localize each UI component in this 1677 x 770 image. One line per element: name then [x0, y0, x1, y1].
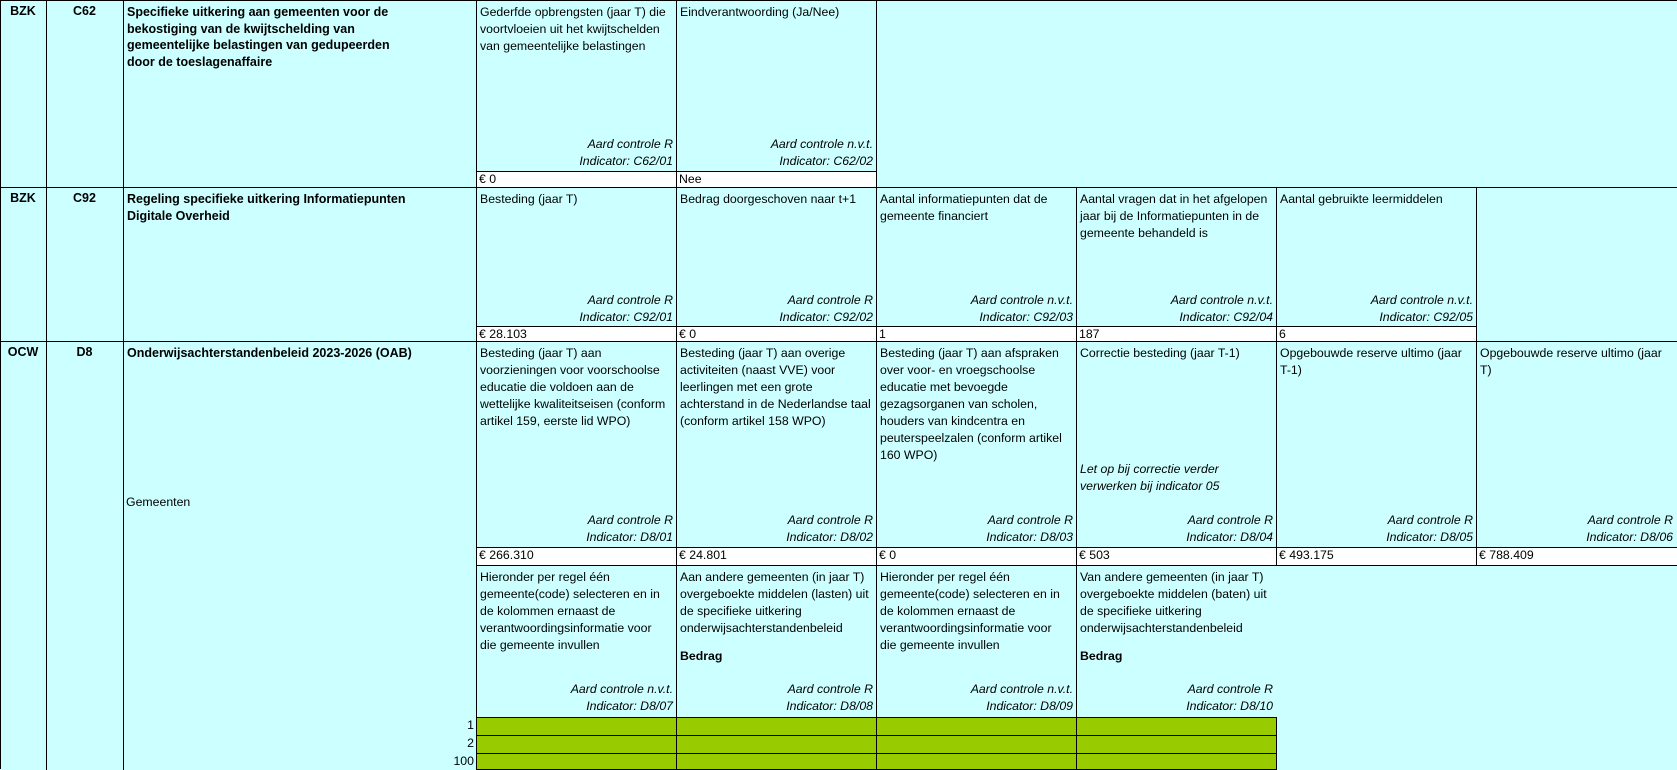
- indicator-c92-04-aard: Aard controle n.v.t.: [1170, 293, 1273, 307]
- ministry-cell: BZK: [10, 191, 36, 205]
- indicator-d8-06-value[interactable]: € 788.409: [1477, 547, 1677, 566]
- input-cell[interactable]: [876, 753, 1077, 770]
- indicator-d8-06-aard: Aard controle R: [1587, 513, 1673, 527]
- indicator-d8-07-desc: Hieronder per regel één gemeente(code) selecteren en in de kolommen ernaast de verantwoordingsinformatie voor die gemeente invullen: [480, 570, 660, 652]
- input-cell[interactable]: [876, 717, 1077, 736]
- input-cell[interactable]: [1076, 717, 1277, 736]
- indicator-c92-05-value[interactable]: 6: [1277, 326, 1476, 342]
- indicator-d8-10-amount-label: Bedrag: [1080, 649, 1123, 663]
- indicator-c92-04-desc: Aantal vragen dat in het afgelopen jaar bij de Informatiepunten in de gemeente behandeld is: [1080, 192, 1268, 240]
- indicator-d8-03-code: Indicator: D8/03: [986, 530, 1073, 544]
- indicator-c62-02-aard: Aard controle n.v.t.: [770, 137, 873, 151]
- indicator-d8-01-desc: Besteding (jaar T) aan voorzieningen voor voorschoolse educatie die voldoen aan de wettelijke kwaliteitseisen (conform artikel 159, eerste lid WPO): [480, 346, 666, 428]
- indicator-c92-04-value[interactable]: 187: [1077, 326, 1276, 342]
- code-cell: C92: [73, 191, 96, 205]
- input-row-number: 100: [453, 754, 474, 768]
- input-row-number: 1: [467, 718, 474, 732]
- indicator-d8-04-value[interactable]: € 503: [1077, 547, 1276, 566]
- input-cell[interactable]: [1076, 753, 1277, 770]
- indicator-d8-08-desc: Aan andere gemeenten (in jaar T) overgeboekte middelen (lasten) uit de specifieke uitkering onderwijsachterstandenbeleid: [680, 570, 869, 635]
- indicator-c92-03-desc: Aantal informatiepunten dat de gemeente financiert: [880, 192, 1048, 223]
- regulation-title: Onderwijsachterstandenbeleid 2023-2026 (OAB): [127, 346, 412, 360]
- indicator-c92-05-aard: Aard controle n.v.t.: [1370, 293, 1473, 307]
- regulation-subtitle: Gemeenten: [126, 495, 191, 509]
- indicator-c92-01-desc: Besteding (jaar T): [480, 192, 578, 206]
- indicator-d8-02-code: Indicator: D8/02: [786, 530, 873, 544]
- indicator-d8-01-code: Indicator: D8/01: [586, 530, 673, 544]
- indicator-c62-01-aard: Aard controle R: [587, 137, 673, 151]
- indicator-d8-05-aard: Aard controle R: [1387, 513, 1473, 527]
- input-cell[interactable]: [476, 717, 677, 736]
- indicator-c62-01-value[interactable]: € 0: [477, 171, 676, 187]
- indicator-c62-02-code: Indicator: C62/02: [779, 154, 873, 168]
- indicator-d8-06-code: Indicator: D8/06: [1586, 530, 1673, 544]
- indicator-d8-05-code: Indicator: D8/05: [1386, 530, 1473, 544]
- regulation-row-d8: [0, 341, 1677, 770]
- indicator-d8-04-desc: Correctie besteding (jaar T-1): [1080, 346, 1240, 360]
- indicator-d8-01-aard: Aard controle R: [587, 513, 673, 527]
- indicator-d8-09-aard: Aard controle n.v.t.: [970, 682, 1073, 696]
- ministry-cell: OCW: [7, 345, 39, 359]
- indicator-c92-05-desc: Aantal gebruikte leermiddelen: [1280, 192, 1443, 206]
- indicator-d8-09-desc: Hieronder per regel één gemeente(code) selecteren en in de kolommen ernaast de verantwoordingsinformatie voor die gemeente invullen: [880, 570, 1060, 652]
- indicator-c92-03-code: Indicator: C92/03: [979, 310, 1073, 324]
- indicator-d8-07-code: Indicator: D8/07: [586, 699, 673, 713]
- indicator-c62-01-desc: Gederfde opbrengsten (jaar T) die voortvloeien uit het kwijtschelden van gemeentelijke belastingen: [480, 5, 666, 53]
- indicator-d8-04-aard: Aard controle R: [1187, 513, 1273, 527]
- indicator-c92-03-value[interactable]: 1: [877, 326, 1076, 342]
- input-cell[interactable]: [676, 735, 877, 754]
- code-cell: C62: [73, 4, 96, 18]
- indicator-d8-04-code: Indicator: D8/04: [1186, 530, 1273, 544]
- input-cell[interactable]: [876, 735, 1077, 754]
- indicator-c92-02-aard: Aard controle R: [787, 293, 873, 307]
- indicator-d8-09-code: Indicator: D8/09: [986, 699, 1073, 713]
- indicator-c92-01-code: Indicator: C92/01: [579, 310, 673, 324]
- indicator-d8-03-value[interactable]: € 0: [877, 547, 1076, 566]
- input-cell[interactable]: [476, 753, 677, 770]
- ministry-cell: BZK: [10, 4, 36, 18]
- indicator-d8-08-amount-label: Bedrag: [680, 649, 723, 663]
- indicator-c62-01-code: Indicator: C62/01: [579, 154, 673, 168]
- indicator-d8-06-desc: Opgebouwde reserve ultimo (jaar T): [1480, 346, 1662, 377]
- code-cell: D8: [76, 345, 93, 359]
- indicator-c92-05-code: Indicator: C92/05: [1379, 310, 1473, 324]
- indicator-d8-10-code: Indicator: D8/10: [1186, 699, 1273, 713]
- indicator-c92-02-code: Indicator: C92/02: [779, 310, 873, 324]
- indicator-d8-07-aard: Aard controle n.v.t.: [570, 682, 673, 696]
- input-cell[interactable]: [476, 735, 677, 754]
- regulation-title: Regeling specifieke uitkering Informatiepunten Digitale Overheid: [127, 192, 406, 223]
- input-cell[interactable]: [676, 717, 877, 736]
- indicator-d8-05-value[interactable]: € 493.175: [1277, 547, 1476, 566]
- indicator-d8-02-desc: Besteding (jaar T) aan overige activiteiten (naast VVE) voor leerlingen met een grote achterstand in de Nederlandse taal (conform artikel 158 WPO): [680, 346, 871, 428]
- indicator-c62-02-value[interactable]: Nee: [677, 171, 876, 187]
- indicator-d8-08-code: Indicator: D8/08: [786, 699, 873, 713]
- indicator-d8-08-aard: Aard controle R: [787, 682, 873, 696]
- indicator-c92-03-aard: Aard controle n.v.t.: [970, 293, 1073, 307]
- indicator-d8-02-value[interactable]: € 24.801: [677, 547, 876, 566]
- input-row-number: 2: [467, 736, 474, 750]
- indicator-c62-02-desc: Eindverantwoording (Ja/Nee): [680, 5, 840, 19]
- regulation-row-c62: [0, 0, 1677, 189]
- input-cell[interactable]: [676, 753, 877, 770]
- indicator-d8-10-desc: Van andere gemeenten (in jaar T) overgeboekte middelen (baten) uit de specifieke uitkering onderwijsachterstandenbeleid: [1080, 570, 1267, 635]
- indicator-d8-03-aard: Aard controle R: [987, 513, 1073, 527]
- indicator-c92-01-value[interactable]: € 28.103: [477, 326, 676, 342]
- indicator-d8-03-desc: Besteding (jaar T) aan afspraken over voor- en vroegschoolse educatie met bevoegde gezagsorganen van scholen, houders van kindcentra en peuterspeelzalen (conform artikel 160 WPO): [880, 346, 1062, 462]
- indicator-c92-04-code: Indicator: C92/04: [1179, 310, 1273, 324]
- indicator-c92-02-value[interactable]: € 0: [677, 326, 876, 342]
- regulation-row-c92: [0, 187, 1677, 343]
- indicator-d8-05-desc: Opgebouwde reserve ultimo (jaar T-1): [1280, 346, 1462, 377]
- regulation-title: Specifieke uitkering aan gemeenten voor de bekostiging van de kwijtschelding van gemeentelijke belastingen van gedupeerden door de toeslagenaffaire: [127, 5, 390, 69]
- indicator-d8-01-value[interactable]: € 266.310: [477, 547, 676, 566]
- indicator-d8-02-aard: Aard controle R: [787, 513, 873, 527]
- input-cell[interactable]: [1076, 735, 1277, 754]
- indicator-d8-10-aard: Aard controle R: [1187, 682, 1273, 696]
- indicator-c92-02-desc: Bedrag doorgeschoven naar t+1: [680, 192, 857, 206]
- indicator-c92-01-aard: Aard controle R: [587, 293, 673, 307]
- indicator-d8-04-note: Let op bij correctie verder verwerken bij indicator 05: [1080, 462, 1220, 493]
